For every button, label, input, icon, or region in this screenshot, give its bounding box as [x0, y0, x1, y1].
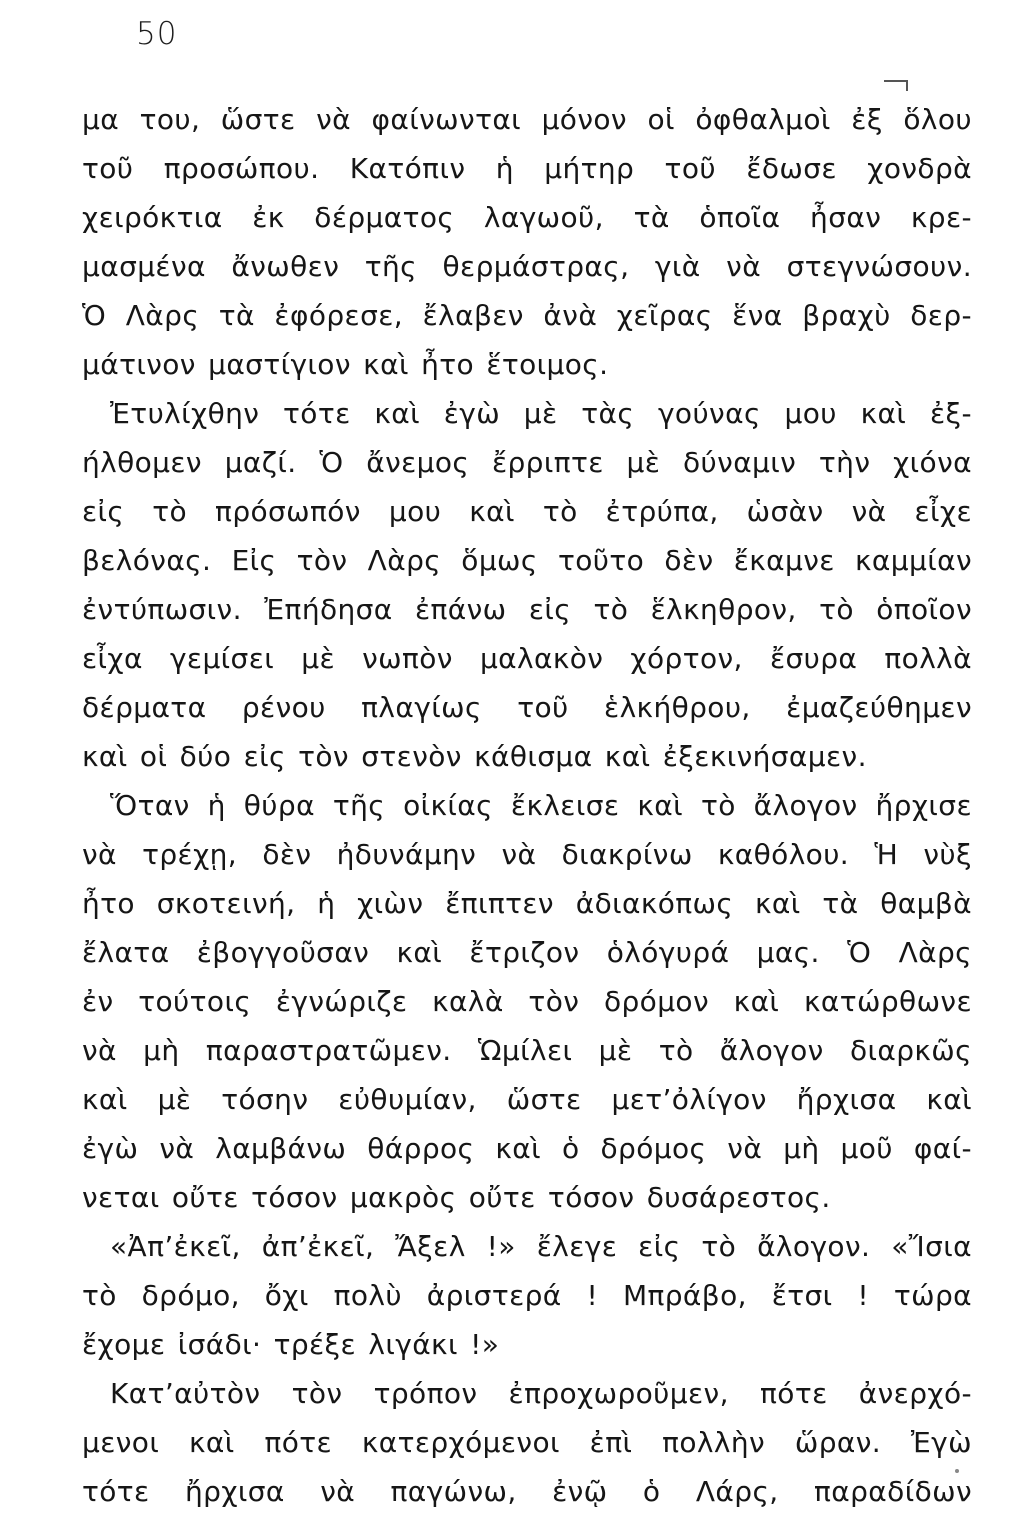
text-line: ἔχομε ἰσάδι· τρέξε λιγάκι !»	[82, 1328, 500, 1361]
corner-mark	[884, 80, 908, 91]
text-line: δέρματα ρένου πλαγίως τοῦ ἑλκήθρου, ἐμαζεύθημεν	[82, 691, 972, 724]
text-line: ἐντύπωσιν. Ἐπήδησα ἐπάνω εἰς τὸ ἕλκηθρον, τὸ ὁποῖον	[82, 593, 972, 626]
page-number: 50	[136, 16, 178, 52]
text-line: Ἐτυλίχθην τότε καὶ ἐγὼ μὲ τὰς γούνας μου καὶ ἐξ-	[110, 397, 972, 430]
text-line: μενοι καὶ πότε κατερχόμενοι ἐπὶ πολλὴν ὥραν. Ἐγὼ	[82, 1426, 972, 1459]
text-line: ἦτο σκοτεινή, ἡ χιὼν ἔπιπτεν ἀδιακόπως καὶ τὰ θαμβὰ	[82, 887, 972, 920]
text-line: μασμένα ἄνωθεν τῆς θερμάστρας, γιὰ νὰ στεγνώσουν.	[82, 250, 972, 283]
body-text	[82, 95, 972, 1516]
text-line: μάτινον μαστίγιον καὶ ἦτο ἕτοιμος.	[82, 348, 609, 381]
text-line: εἶχα γεμίσει μὲ νωπὸν μαλακὸν χόρτον, ἔσυρα πολλὰ	[82, 642, 972, 675]
paper-speck	[955, 1469, 959, 1473]
text-line: καὶ οἱ δύο εἰς τὸν στενὸν κάθισμα καὶ ἐξεκινήσαμεν.	[82, 740, 867, 773]
text-line: μα του, ὥστε νὰ φαίνωνται μόνον οἱ ὀφθαλμοὶ ἐξ ὅλου	[82, 103, 972, 136]
text-line: βελόνας. Εἰς τὸν Λὰρς ὅμως τοῦτο δὲν ἔκαμνε καμμίαν	[82, 544, 972, 577]
text-line: καὶ μὲ τόσην εὐθυμίαν, ὥστε μετ’ὀλίγον ἤρχισα καὶ	[82, 1083, 972, 1116]
text-line: «Ἀπ’ἐκεῖ, ἀπ’ἐκεῖ, Ἄξελ !» ἔλεγε εἰς τὸ ἄλογον. «Ἴσια	[110, 1230, 972, 1263]
text-line: νὰ τρέχῃ, δὲν ἠδυνάμην νὰ διακρίνω καθόλου. Ἡ νὺξ	[82, 838, 972, 871]
text-line: ἐν τούτοις ἐγνώριζε καλὰ τὸν δρόμον καὶ κατώρθωνε	[82, 985, 972, 1018]
text-line: νεται οὔτε τόσον μακρὸς οὔτε τόσον δυσάρεστος.	[82, 1181, 831, 1214]
text-line: Ὅταν ἡ θύρα τῆς οἰκίας ἔκλεισε καὶ τὸ ἄλογον ἤρχισε	[110, 789, 972, 822]
text-line: Κατ’αὐτὸν τὸν τρόπον ἐπροχωροῦμεν, πότε ἀνερχό-	[110, 1377, 972, 1410]
text-line: ήλθομεν μαζί. Ὁ ἄνεμος ἔρριπτε μὲ δύναμιν τὴν χιόνα	[82, 446, 972, 479]
text-line: ἔλατα ἐβογγοῦσαν καὶ ἔτριζον ὁλόγυρά μας. Ὁ Λὰρς	[82, 936, 972, 969]
text-line: τοῦ προσώπου. Κατόπιν ἡ μήτηρ τοῦ ἔδωσε χονδρὰ	[82, 152, 972, 185]
text-line: εἰς τὸ πρόσωπόν μου καὶ τὸ ἐτρύπα, ὡσὰν νὰ εἶχε	[82, 495, 972, 528]
text-line: τὸ δρόμο, ὄχι πολὺ ἀριστερά ! Μπράβο, ἔτσι ! τώρα	[82, 1279, 972, 1312]
text-line: χειρόκτια ἐκ δέρματος λαγωοῦ, τὰ ὁποῖα ἦσαν κρε-	[82, 201, 972, 234]
text-line: τότε ἤρχισα νὰ παγώνω, ἐνῷ ὁ Λάρς, παραδίδων	[82, 1475, 972, 1508]
text-line: νὰ μὴ παραστρατῶμεν. Ὡμίλει μὲ τὸ ἄλογον διαρκῶς	[82, 1034, 972, 1067]
text-line: ἐγὼ νὰ λαμβάνω θάρρος καὶ ὁ δρόμος νὰ μὴ μοῦ φαί-	[82, 1132, 972, 1165]
text-line: Ὁ Λὰρς τὰ ἐφόρεσε, ἔλαβεν ἀνὰ χεῖρας ἕνα βραχὺ δερ-	[82, 299, 972, 332]
